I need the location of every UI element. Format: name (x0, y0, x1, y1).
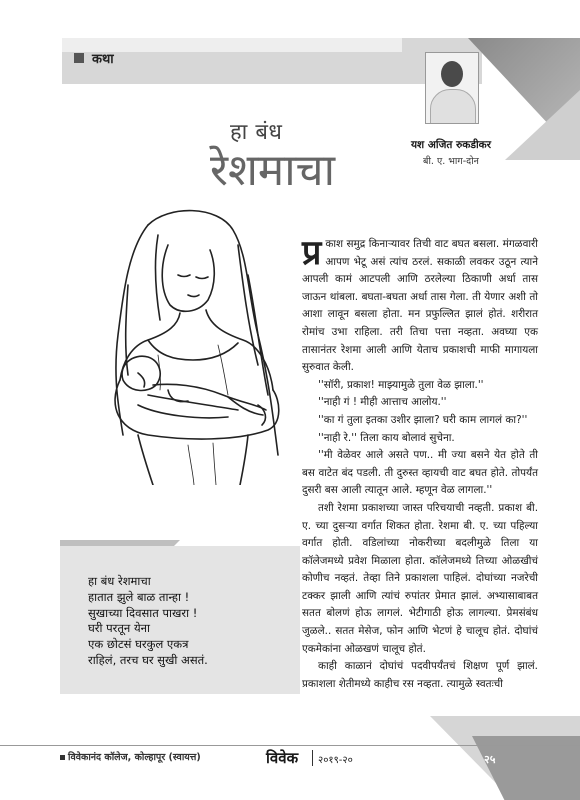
poem-text (88, 574, 208, 669)
author-name: यश अजित रुकडीकर (410, 139, 492, 151)
dialogue-line: ''सॉरी, प्रकाश! माझ्यामुळे तुला वेळ झाला.'' (318, 378, 484, 391)
dialogue-line: ''नाही गं ! मीही आत्ताच आलोय.'' (318, 396, 447, 409)
dialogue-line: ''नाही रे.'' तिला काय बोलावं सुचेना. (318, 431, 455, 444)
poem-line: सुखाच्या दिवसात पाखरा ! (88, 605, 198, 620)
dialogue-line: ''मी वेळेवर आले असते पण.. मी ज्या बसने येत होते ती बस वाटेत बंद पडली. ती दुरुस्त व्हायची वाट बघत होते. तोपर्यंत दुसरी बस आली त्यातून आले. म्हणून वेळ लागला.'' (302, 449, 538, 497)
paragraph: काही काळानं दोघांचं पदवीपर्यंतचं शिक्षण पूर्ण झालं. प्रकाशला शेतीमध्ये काहीच रस नव्हता. त्यामुळे स्वतःची (302, 660, 538, 690)
footer-year: २०१९-२० (318, 755, 353, 766)
dialogue-line: ''का गं तुला इतका उशीर झाला? घरी काम लागलं का?'' (318, 413, 528, 426)
poem-line: एक छोटसं घरकुल एकत्र (88, 637, 189, 652)
poem-line: घरी परतून येना (88, 621, 150, 636)
poem-line: हा बंध रेशमाचा (88, 574, 151, 588)
footer-square-icon (60, 755, 65, 760)
title-line-1: हा बंध (230, 120, 283, 145)
first-paragraph (302, 233, 538, 377)
footer-logo: विवेक (266, 749, 299, 767)
section-square-icon (74, 53, 84, 63)
footer-college: विवेकानंद कॉलेज, कोल्हापूर (स्वायत्त) (68, 752, 201, 763)
drop-cap: प्र (302, 233, 322, 273)
story-body (302, 233, 538, 693)
footer-divider (312, 750, 313, 766)
paragraph: तशी रेशमा प्रकाशच्या जास्त परिचयाची नव्हती. प्रकाश बी. ए. च्या दुसऱ्या वर्गात शिकत होता. रेशमा बी. ए. च्या पहिल्या वर्गात होती. वडिलांच्या नोकरीच्या बदलीमुळे तिला या कॉलेजमध्ये प्रवेश मिळाला होता. कॉलेजमध्ये तिच्या ओळखीचं कोणीच नव्हतं. तेव्हा तिने प्रकाशला पाहिलं. दोघांच्या नजरेची टक्कर झाली आणि त्यांचं रुपांतर प्रेमात झालं. अभ्यासाबाबत सतत बोलणं होऊ लागलं. भेटीगाठी होऊ लागल्या. प्रेमसंबंध जुळले.. सतत मेसेज, फोन आणि भेटणं हे चालूच होतं. दोघांचं एकमेकांना ओळखणं चालूच होतं. (302, 501, 538, 655)
title-line-2: रेशमाचा (210, 145, 335, 196)
author-photo (425, 52, 479, 124)
author-class: बी. ए. भाग-दोन (423, 156, 479, 167)
poem-line: राहिलं, तरच घर सुखी असतं. (88, 652, 208, 667)
poem-line: हातात झुले बाळ तान्हा ! (88, 589, 190, 604)
page-number: २५ (484, 753, 496, 766)
footer-rule (0, 745, 580, 746)
mother-baby-illustration (98, 205, 288, 485)
section-label: कथा (92, 52, 114, 67)
first-paragraph-text: काश समुद्र किनाऱ्यावर तिची वाट बघत बसला. मंगळवारी आपण भेटू असं त्यांच ठरलं. सकाळी लवकर उठून त्याने आपली कामं आटपली आणि ठरलेल्या ठिकाणी अर्धा तास जाऊन थांबला. बघता-बघता अर्धा तास गेला. ती येणार अशी तो आशा लावून बसला होता. मन प्रफुल्लित झालं होतं. शरीरात रोमांच उभा राहिला. तरी तिचा पत्ता नव्हता. अवघ्या एक तासानंतर रेशमा आली आणि येताच प्रकाशची माफी मागायला सुरुवात केली. (302, 238, 538, 374)
